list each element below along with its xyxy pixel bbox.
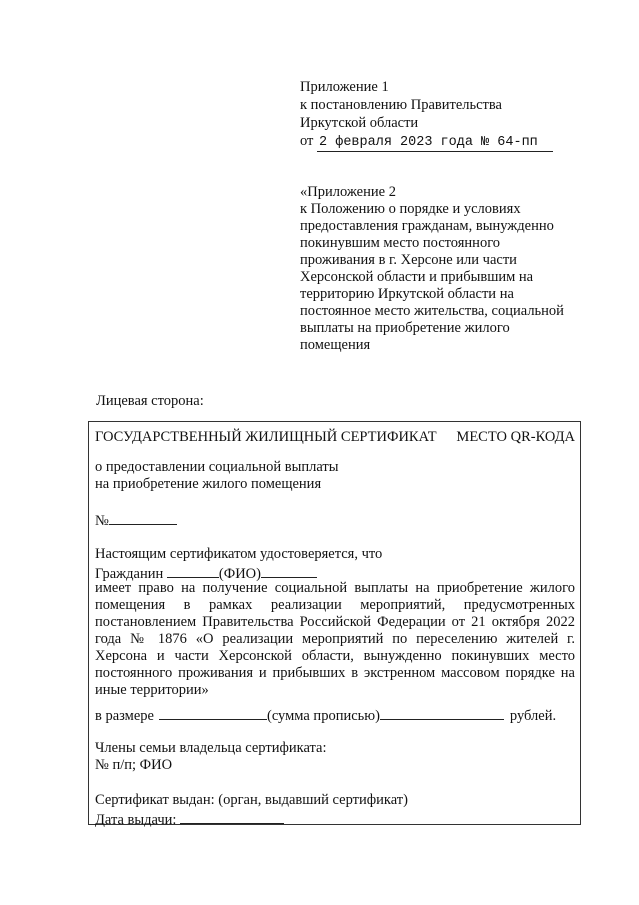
appendix-1-title: Приложение 1 (300, 79, 389, 95)
amount-words-label: (сумма прописью) (266, 708, 380, 724)
certificate-subtitle (95, 459, 575, 493)
family-columns: № п/п; ФИО (95, 757, 173, 773)
subtitle-line-1: о предоставлении социальной выплаты (95, 459, 339, 475)
certificate-frame (88, 421, 581, 828)
date-from-label: от (300, 133, 314, 149)
appendix-2-line: территорию Иркутской области на (300, 286, 514, 302)
family-title: Члены семьи владельца сертификата: (95, 740, 327, 756)
number-label: № (95, 513, 109, 529)
issue-date-row (95, 809, 575, 829)
number-blank (109, 510, 177, 525)
appendix-1-date-row (300, 132, 600, 152)
appendix-1-header (300, 78, 600, 152)
face-side-label: Лицевая сторона: (96, 393, 204, 409)
resolution-date-number: 2 февраля 2023 года № 64-пп (317, 135, 553, 152)
appendix-2-line: предоставления гражданам, вынужденно (300, 218, 554, 234)
amount-row (95, 705, 575, 725)
appendix-1-resolution: к постановлению Правительства (300, 97, 502, 113)
issue-date-blank (180, 809, 284, 824)
appendix-2-line: к Положению о порядке и условиях (300, 201, 521, 217)
subtitle-line-2: на приобретение жилого помещения (95, 476, 322, 492)
certificate-body-text: имеет право на получение социальной выплаты на приобретение жилого помещения в рамках реализации мероприятий, предусмотренных постановлением Правительства Российской Федерации от 21 октября 2022 года № 1876 «О реализации мероприятий по переселению жителей г. Херсона и части Херсонской области, вынужденно покинувших место постоянного проживания и прибывших в экстренном массовом порядке на иные территории» (95, 580, 575, 698)
appendix-2-line: покинувшим место постоянного (300, 235, 501, 251)
certificate-number-row (95, 510, 575, 530)
citizen-blank (167, 563, 219, 578)
appendix-2-line: проживания в г. Херсоне или части (300, 252, 517, 268)
citizen-label: Гражданин (95, 566, 164, 582)
fio-blank (261, 563, 317, 578)
amount-words-blank (380, 705, 504, 720)
rubles-label: рублей. (509, 708, 557, 724)
appendix-1-region: Иркутской области (300, 115, 419, 131)
qr-code-placeholder: МЕСТО QR-КОДА (456, 429, 575, 445)
appendix-2-line: помещения (300, 337, 371, 353)
certifies-text: Настоящим сертификатом удостоверяется, что (95, 546, 383, 562)
appendix-2-line: постоянное место жительства, социальной (300, 303, 564, 319)
issue-date-label: Дата выдачи: (95, 812, 177, 828)
appendix-2-line: «Приложение 2 (300, 184, 396, 200)
issued-by: Сертификат выдан: (орган, выдавший сертификат) (95, 792, 408, 808)
appendix-2-line: выплаты на приобретение жилого (300, 320, 510, 336)
amount-blank (159, 705, 267, 720)
family-section (95, 740, 575, 774)
amount-label: в размере (95, 708, 154, 724)
appendix-2-header (300, 184, 590, 354)
issuance-section (95, 792, 575, 829)
appendix-2-line: Херсонской области и прибывшим на (300, 269, 534, 285)
certificate-title: ГОСУДАРСТВЕННЫЙ ЖИЛИЩНЫЙ СЕРТИФИКАТ (95, 429, 437, 445)
fio-label: (ФИО) (218, 566, 261, 582)
certificate-header (95, 429, 575, 446)
